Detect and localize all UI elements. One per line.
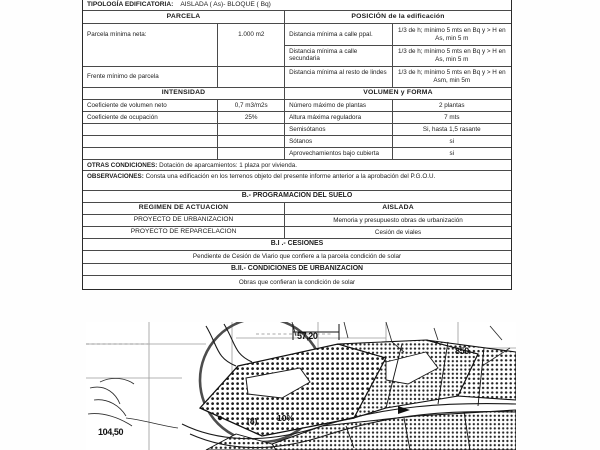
table-row [83,215,511,227]
table-row [83,227,511,239]
cesiones-text-row [83,251,511,264]
table-row [83,148,511,160]
regimen-actuacion-header: REGIMEN DE ACTUACION [83,203,285,215]
urbanizacion-title-row [83,264,511,276]
volumen-value-4: si [393,148,511,160]
otras-condiciones-text: Dotación de aparcamientos: 1 plaza por vivienda. [159,161,297,169]
header-parcela: PARCELA [83,11,285,24]
volumen-label-3: Sótanos [285,136,393,148]
table-row [83,124,511,136]
posicion-label-2: Distancia mínima al resto de lindes [285,67,393,88]
table-row [83,24,511,46]
volumen-value-0: 2 plantas [393,100,511,112]
volumen-value-1: 7 mts [393,112,511,124]
posicion-label-1: Distancia mínima a calle secundaria [285,46,393,67]
volumen-label-1: Altura máxima reguladora [285,112,393,124]
typology-row [83,0,511,11]
intensidad-value-4 [218,148,285,160]
cesiones-title: B.I .- CESIONES [83,239,511,251]
table-row [83,67,511,88]
intensidad-value-2 [218,124,285,136]
intensidad-value-3 [218,136,285,148]
typology-label: TIPOLOGÍA EDIFICATORIA: [87,0,174,8]
urban-planning-table [82,0,512,290]
proyecto-urbanizacion-value: Memoria y presupuesto obras de urbanización [285,215,511,227]
header-intensidad: INTENSIDAD [83,88,285,100]
proyecto-reparcelacion-label: PROYECTO DE REPARCELACION [83,227,285,239]
volumen-value-2: Si, hasta 1,5 rasante [393,124,511,136]
volumen-label-4: Aprovechamientos bajo cubierta [285,148,393,160]
table-row [83,46,511,67]
map-label-distance-left: 104,50 [98,427,124,437]
section-headers-row [83,11,511,24]
aislada-header: AISLADA [285,203,511,215]
observaciones-text: Consta una edificación en los terrenos objeto del presente informe anterior a la aprobación del P.G.O.U. [145,172,436,180]
typology-cell [83,0,511,11]
parcela-label-1: Frente mínimo de parcela [83,67,218,88]
map-label-parcel-code: 850 [455,346,469,356]
header-posicion: POSICIÓN de la edificación [285,11,511,24]
posicion-value-1: 1/3 de h; mínimo 5 mts en Bq y > H en As, min 5 m [393,46,511,67]
table-row [83,112,511,124]
cesiones-title-row [83,239,511,251]
otras-condiciones-label: OTRAS CONDICIONES: [87,161,158,169]
programacion-header-row [83,203,511,215]
observaciones-row [83,171,511,191]
parcela-label-0-cont [83,46,218,67]
observaciones-cell [83,171,511,191]
parcela-value-0-cont [218,46,285,67]
volumen-value-3: si [393,136,511,148]
cesiones-text: Pendiente de Cesión de Viario que confiere a la parcela condición de solar [83,251,511,264]
parcela-value-1 [218,67,285,88]
table-row [83,136,511,148]
volumen-label-2: Semisótanos [285,124,393,136]
posicion-value-2: 1/3 de h; mínimo 5 mts en Bq y > H en Asm, min 5m [393,67,511,88]
parcela-value-0: 1.000 m2 [218,24,285,46]
volumen-label-0: Número máximo de plantas [285,100,393,112]
intensidad-label-2 [83,124,218,136]
section-headers-row-2 [83,88,511,100]
proyecto-urbanizacion-label: PROYECTO DE URBANIZACION [83,215,285,227]
otras-condiciones-row [83,160,511,171]
parcela-label-0: Parcela mínima neta: [83,24,218,46]
proyecto-reparcelacion-value: Cesión de viales [285,227,511,239]
map-label-plot-number: (8) [247,416,258,426]
map-label-distance-top: 57,20 [297,331,318,341]
programacion-title-row [83,191,511,203]
posicion-label-0: Distancia mínima a calle ppal. [285,24,393,46]
posicion-value-0: 1/3 de h; mínimo 5 mts en Bq y > H en As, min 5 m [393,24,511,46]
urbanizacion-title: B.II.- CONDICIONES DE URBANIZACION [83,264,511,276]
header-volumen: VOLUMEN y FORMA [285,88,511,100]
cadastral-map [86,322,516,450]
otras-condiciones-cell [83,160,511,171]
table-row [83,100,511,112]
map-label-slope: 10% [277,413,295,423]
urbanizacion-text-row [83,276,511,289]
intensidad-label-0: Coeficiente de volumen neto [83,100,218,112]
programacion-title: B.- PROGRAMACION DEL SUELO [83,191,511,203]
intensidad-label-3 [83,136,218,148]
intensidad-label-4 [83,148,218,160]
intensidad-value-0: 0,7 m3/m2s [218,100,285,112]
observaciones-label: OBSERVACIONES: [87,172,144,180]
intensidad-label-1: Coeficiente de ocupación [83,112,218,124]
typology-value: AISLADA ( As)- BLOQUE ( Bq) [180,0,271,8]
urbanizacion-text: Obras que confieran la condición de solar [238,278,356,286]
intensidad-value-1: 25% [218,112,285,124]
